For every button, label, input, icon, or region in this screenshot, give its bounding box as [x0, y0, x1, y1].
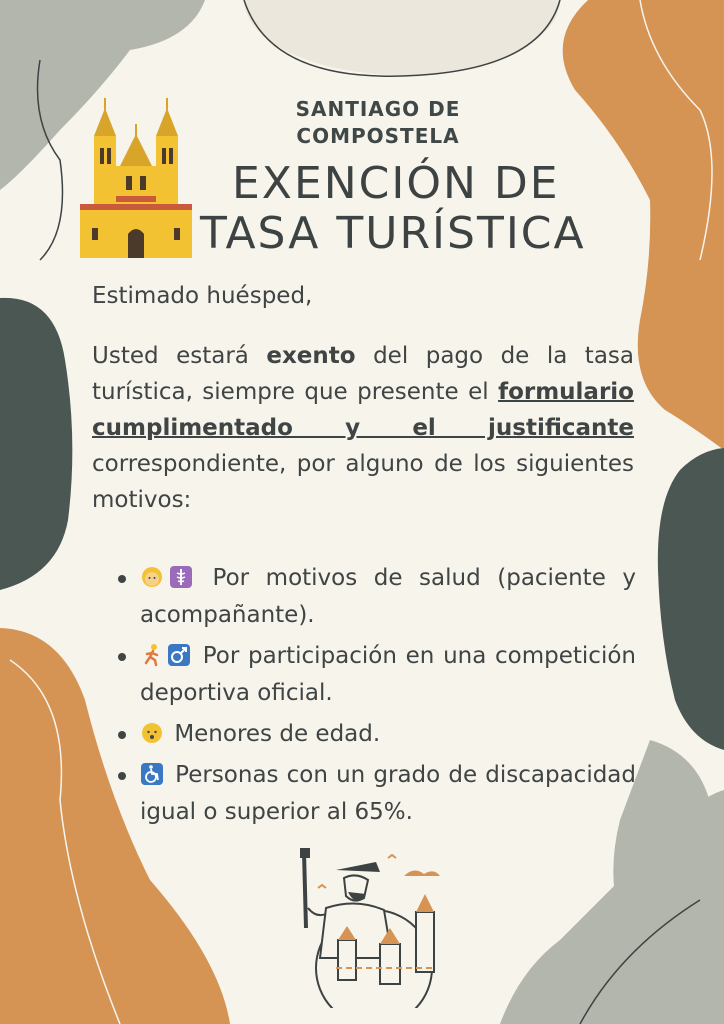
- wheelchair-icon: [140, 762, 164, 786]
- greeting: Estimado huésped,: [92, 283, 313, 309]
- list-item-minors: [118, 716, 636, 753]
- bullet-dot: [118, 731, 126, 739]
- cathedral-icon: [80, 96, 192, 258]
- city-name: SANTIAGO DE COMPOSTELA: [295, 97, 461, 148]
- exemption-reasons-list: [118, 560, 636, 831]
- intro-bold-exento: exento: [266, 343, 356, 369]
- pilgrim-illustration: [296, 848, 446, 1008]
- page-title-line-2: TASA TURÍSTICA: [200, 208, 586, 259]
- medical-icon: [169, 565, 193, 589]
- runner-icon: [140, 643, 164, 667]
- reason-text: Menores de edad.: [174, 721, 381, 747]
- reason-text: Personas con un grado de discapacidad igual o superior al 65%.: [140, 762, 636, 825]
- bullet-dot: [118, 772, 126, 780]
- list-item-health: [118, 560, 636, 634]
- intro-underlined-requirement: formulario cumplimentado y el justificante: [92, 379, 634, 441]
- baby-icon: [140, 721, 164, 745]
- list-item-disability: [118, 757, 636, 831]
- intro-text-2: del pago de la tasa turística, siempre que presente el: [92, 343, 634, 405]
- bullet-dot: [118, 653, 126, 661]
- bullet-dot: [118, 575, 126, 583]
- person-icon: [140, 565, 166, 589]
- page-title-line-1: EXENCIÓN DE: [232, 158, 560, 209]
- reason-text: Por participación en una competición deportiva oficial.: [140, 643, 636, 706]
- reason-text: Por motivos de salud (paciente y acompañante).: [140, 565, 636, 628]
- intro-text-3: correspondiente, por alguno de los siguientes motivos:: [92, 451, 634, 513]
- intro-text-1: Usted estará: [92, 343, 267, 369]
- male-sign-icon: [167, 643, 191, 667]
- intro-paragraph: [92, 338, 634, 518]
- list-item-sports: [118, 638, 636, 712]
